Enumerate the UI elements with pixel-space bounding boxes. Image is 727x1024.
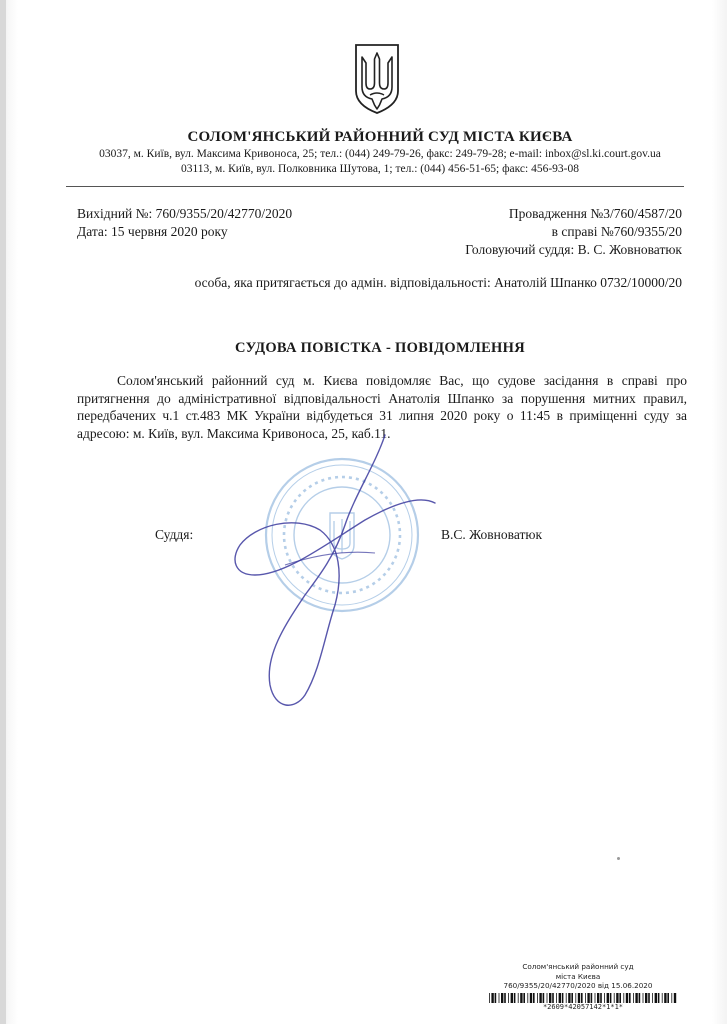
barcode-bar (491, 993, 493, 1003)
barcode-bar (568, 993, 570, 1003)
barcode-bar (504, 993, 506, 1003)
document-date: Дата: 15 червня 2020 року (77, 224, 228, 239)
barcode-bar (581, 993, 583, 1003)
signature-icon (225, 425, 450, 720)
barcode-bar (595, 993, 596, 1003)
barcode-bar (495, 993, 497, 1003)
trident-emblem-icon (352, 43, 402, 115)
barcode-bar (600, 993, 602, 1003)
barcode-bar (591, 993, 593, 1003)
barcode-bar (639, 993, 641, 1003)
barcode-bar (607, 993, 609, 1003)
outgoing-number: Вихідний №: 760/9355/20/42770/2020 (77, 206, 293, 221)
barcode-bar (662, 993, 663, 1003)
barcode-bar (566, 993, 567, 1003)
person-involved: особа, яка притягається до адмін. відповідальності: Анатолій Шпанко 0732/10000/20 (194, 275, 682, 290)
barcode-bar (537, 993, 538, 1003)
document-title: СУДОВА ПОВІСТКА - ПОВІДОМЛЕННЯ (235, 340, 525, 356)
barcode-bar (658, 993, 660, 1003)
barcode-bar (623, 993, 624, 1003)
barcode-bar (552, 993, 554, 1003)
barcode-bar (667, 993, 669, 1003)
court-name: СОЛОМ'ЯНСЬКИЙ РАЙОННИЙ СУД МІСТА КИЄВА (187, 129, 573, 145)
signer-role: Суддя: (155, 527, 194, 542)
barcode-text: *2609*42057142*1*1* (542, 1003, 624, 1011)
barcode-bar (652, 993, 653, 1003)
barcode-bar (549, 993, 551, 1003)
scan-speck (617, 857, 620, 860)
court-address-primary: 03037, м. Київ, вул. Максима Кривоноса, 25; тел.: (044) 249-79-26, факс: 249-79-28; e-mail: inbox@sl.ki.court.gov.ua (99, 148, 661, 160)
barcode-bar (559, 993, 561, 1003)
registry-footer (488, 962, 668, 991)
barcode-bar (543, 993, 545, 1003)
footer-court-line: Солом'янський районний суд (522, 962, 634, 971)
barcode-bar (511, 993, 513, 1003)
footer-registration-line: 760/9355/20/42770/2020 від 15.06.2020 (503, 981, 653, 990)
barcode-bar (671, 993, 672, 1003)
barcode-bar (533, 993, 535, 1003)
barcode-bar (556, 993, 557, 1003)
barcode-bar (575, 993, 576, 1003)
proceeding-number: Провадження №3/760/4587/20 (508, 206, 682, 221)
barcode-bar (539, 993, 541, 1003)
barcode-bar (571, 993, 573, 1003)
barcode-bar (633, 993, 634, 1003)
barcode-bar (614, 993, 615, 1003)
presiding-judge: Головуючий суддя: В. С. Жовноватюк (465, 242, 682, 257)
case-number: в справі №760/9355/20 (551, 224, 682, 239)
barcode-icon (489, 993, 677, 1003)
barcode-bar (499, 993, 500, 1003)
barcode-bar (514, 993, 516, 1003)
barcode-bar (585, 993, 586, 1003)
barcode-bar (664, 993, 666, 1003)
barcode-bar (508, 993, 509, 1003)
court-address-secondary: 03113, м. Київ, вул. Полковника Шутова, 1; тел.: (044) 456-51-65; факс: 456-93-08 (180, 163, 580, 175)
barcode-bar (520, 993, 522, 1003)
barcode-bar (527, 993, 528, 1003)
barcode-bar (626, 993, 628, 1003)
barcode-bar (645, 993, 647, 1003)
footer-city-line: міста Києва (555, 971, 601, 981)
barcode-bar (674, 993, 676, 1003)
barcode-bar (655, 993, 657, 1003)
barcode-bar (629, 993, 631, 1003)
barcode-bar (616, 993, 618, 1003)
barcode-bar (610, 993, 612, 1003)
barcode-bar (501, 993, 503, 1003)
barcode-bar (523, 993, 525, 1003)
barcode-bar (587, 993, 589, 1003)
barcode-bar (518, 993, 519, 1003)
barcode-bar (643, 993, 644, 1003)
barcode-bar (547, 993, 548, 1003)
barcode-bar (578, 993, 580, 1003)
barcode-bar (530, 993, 532, 1003)
barcode-bar (604, 993, 605, 1003)
barcode-bar (597, 993, 599, 1003)
barcode-bar (562, 993, 564, 1003)
barcode-bar (635, 993, 637, 1003)
barcode-bar (648, 993, 650, 1003)
notice-paragraph: Солом'янський районний суд м. Києва повідомляє Вас, що судове засідання в справі про притягнення до адміністративної відповідальності Анатолія Шпанко за порушення митних правил, передбачених ч.1 ст.483 МК України відбудеться 31 липня 2020 року о 11:45 в приміщенні суду за адресою: м. Київ, вул. Максима Кривоноса, 25, каб.11. (77, 373, 687, 441)
header-divider (66, 186, 684, 187)
signer-name: В.С. Жовноватюк (441, 527, 543, 542)
barcode-bar (489, 993, 490, 1003)
barcode-bar (619, 993, 621, 1003)
